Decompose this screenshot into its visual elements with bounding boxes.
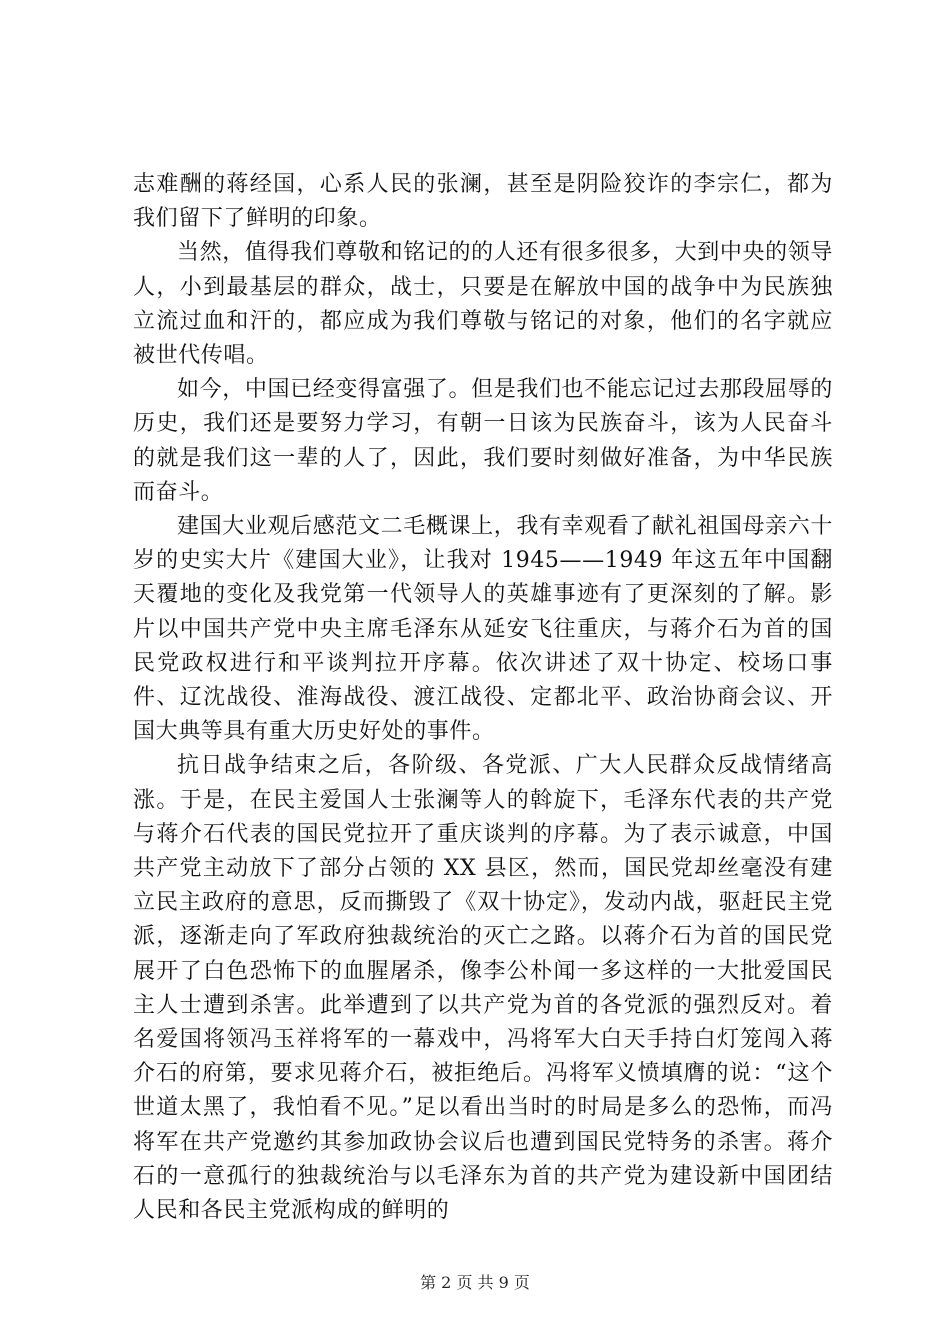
page-footer: 第 2 页 共 9 页 (420, 1273, 530, 1292)
paragraph: 建国大业观后感范文二毛概课上，我有幸观看了献礼祖国母亲六十岁的史实大片《建国大业》，让我对 1945——1949 年这五年中国翻天覆地的变化及我党第一代领导人的英雄事迹有了更深刻的了解。影片以中国共产党中央主席毛泽东从延安飞往重庆，与蒋介石为首的国民党政权进行和平谈判拉开序幕。依次讲述了双十协定、校场口事件、辽沈战役、淮海战役、渡江战役、定都北平、政治协商会议、开国大典等具有重大历史好处的事件。 (133, 514, 833, 745)
paragraph: 当然，值得我们尊敬和铭记的的人还有很多很多，大到中央的领导人，小到最基层的群众，战士，只要是在解放中国的战争中为民族独立流过血和汗的，都应成为我们尊敬与铭记的对象，他们的名字就应被世代传唱。 (133, 240, 833, 369)
paragraph: 抗日战争结束之后，各阶级、各党派、广大人民群众反战情绪高涨。于是，在民主爱国人士张澜等人的斡旋下，毛泽东代表的共产党与蒋介石代表的国民党拉开了重庆谈判的序幕。为了表示诚意，中国共产党主动放下了部分占领的 XX 县区，然而，国民党却丝毫没有建立民主政府的意思，反而撕毁了《双十协定》，发动内战，驱赶民主党派，逐渐走向了军政府独裁统治的灭亡之路。以蒋介石为首的国民党展开了白色恐怖下的血腥屠杀，像李公朴闻一多这样的一大批爱国民主人士遭到杀害。此举遭到了以共产党为首的各党派的强烈反对。着名爱国将领冯玉祥将军的一幕戏中，冯将军大白天手持白灯笼闯入蒋介石的府第，要求见蒋介石，被拒绝后。冯将军义愤填膺的说：“这个世道太黑了，我怕看不见。”足以看出当时的时局是多么的恐怖，而冯将军在共产党邀约其参加政协会议后也遭到国民党特务的杀害。蒋介石的一意孤行的独裁统治与以毛泽东为首的共产党为建设新中国团结人民和各民主党派构成的鲜明的 (133, 753, 833, 1224)
document-body (133, 168, 833, 1228)
paragraph: 志难酬的蒋经国，心系人民的张澜，甚至是阴险狡诈的李宗仁，都为我们留下了鲜明的印象。 (133, 172, 833, 232)
paragraph: 如今，中国已经变得富强了。但是我们也不能忘记过去那段屈辱的历史，我们还是要努力学习，有朝一日该为民族奋斗，该为人民奋斗的就是我们这一辈的人了，因此，我们要时刻做好准备，为中华民族而奋斗。 (133, 377, 833, 505)
